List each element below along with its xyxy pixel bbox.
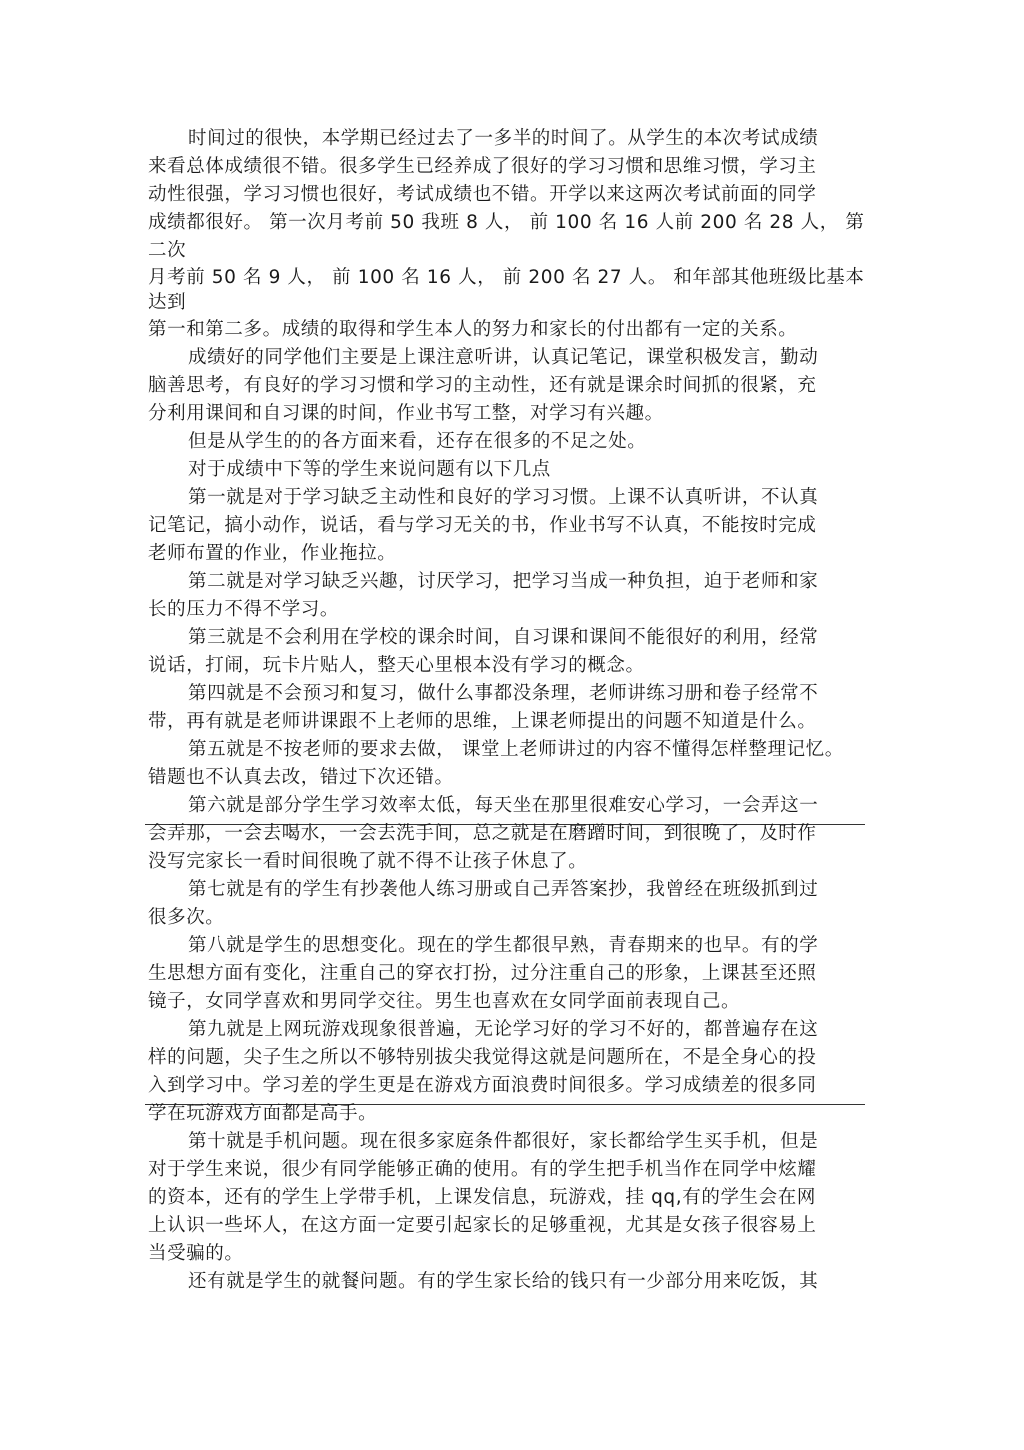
text-line: 脑善思考，有良好的学习习惯和学习的主动性，还有就是课余时间抓的很紧，充 <box>148 375 817 396</box>
text-line: 分利用课间和自习课的时间，作业书写工整，对学习有兴趣。 <box>148 403 664 424</box>
text-line: 错题也不认真去改，错过下次还错。 <box>148 767 454 788</box>
text-line: 第六就是部分学生学习效率太低，每天坐在那里很难安心学习，一会弄这一 <box>188 795 819 816</box>
text-line: 来看总体成绩很不错。很多学生已经养成了很好的学习习惯和思维习惯，学习主 <box>148 156 817 177</box>
text-line: 第一就是对于学习缺乏主动性和良好的学习习惯。上课不认真听讲，不认真 <box>188 487 819 508</box>
text-line: 第二就是对学习缺乏兴趣，讨厌学习，把学习当成一种负担，迫于老师和家 <box>188 571 819 592</box>
text-line: 生思想方面有变化，注重自己的穿衣打扮，过分注重自己的形象，上课甚至还照 <box>148 963 817 984</box>
text-line: 老师布置的作业，作业拖拉。 <box>148 543 397 564</box>
text-line: 会弄那，一会去喝水，一会去洗手间，总之就是在磨蹭时间，到很晚了，及时作 <box>148 823 817 844</box>
text-line: 成绩好的同学他们主要是上课注意听讲，认真记笔记，课堂积极发言，勤动 <box>188 347 819 368</box>
text-line: 入到学习中。学习差的学生更是在游戏方面浪费时间很多。学习成绩差的很多同 <box>148 1075 817 1096</box>
text-line: 很多次。 <box>148 907 225 928</box>
text-line: 样的问题，尖子生之所以不够特别拔尖我觉得这就是问题所在，不是全身心的投 <box>148 1047 817 1068</box>
text-line: 学在玩游戏方面都是高手。 <box>148 1103 378 1124</box>
text-line: 还有就是学生的就餐问题。有的学生家长给的钱只有一少部分用来吃饭，其 <box>188 1271 819 1292</box>
text-line: 第八就是学生的思想变化。现在的学生都很早熟，青春期来的也早。有的学 <box>188 935 819 956</box>
text-line: 对于成绩中下等的学生来说问题有以下几点 <box>188 459 551 480</box>
text-line: 记笔记，搞小动作，说话，看与学习无关的书，作业书写不认真，不能按时完成 <box>148 515 817 536</box>
text-line: 第十就是手机问题。现在很多家庭条件都很好，家长都给学生买手机，但是 <box>188 1131 819 1152</box>
text-line: 月考前 50 名 9 人， 前 100 名 16 人， 前 200 名 27 人。 和年部其他班级比基本 <box>148 267 865 288</box>
text-line: 第三就是不会利用在学校的课余时间，自习课和课间不能很好的利用，经常 <box>188 627 819 648</box>
text-line: 的资本，还有的学生上学带手机，上课发信息，玩游戏，挂 qq,有的学生会在网 <box>148 1187 816 1208</box>
text-line: 没写完家长一看时间很晚了就不得不让孩子休息了。 <box>148 851 588 872</box>
text-line: 镜子，女同学喜欢和男同学交往。男生也喜欢在女同学面前表现自己。 <box>148 991 741 1012</box>
text-line: 带，再有就是老师讲课跟不上老师的思维，上课老师提出的问题不知道是什么。 <box>148 711 817 732</box>
text-line: 第一和第二多。成绩的取得和学生本人的努力和家长的付出都有一定的关系。 <box>148 319 798 340</box>
text-line: 对于学生来说，很少有同学能够正确的使用。有的学生把手机当作在同学中炫耀 <box>148 1159 817 1180</box>
text-line: 成绩都很好。 第一次月考前 50 我班 8 人， 前 100 名 16 人前 200 名 28 人， 第 <box>148 212 865 233</box>
text-line: 第四就是不会预习和复习，做什么事都没条理，老师讲练习册和卷子经常不 <box>188 683 819 704</box>
text-line: 上认识一些坏人，在这方面一定要引起家长的足够重视，尤其是女孩子很容易上 <box>148 1215 817 1236</box>
text-line: 时间过的很快，本学期已经过去了一多半的时间了。从学生的本次考试成绩 <box>188 128 819 149</box>
text-line: 长的压力不得不学习。 <box>148 599 340 620</box>
text-line: 二次 <box>148 240 187 261</box>
text-line: 说话，打闹，玩卡片贴人，整天心里根本没有学习的概念。 <box>148 655 645 676</box>
text-line: 当受骗的。 <box>148 1243 244 1264</box>
text-line: 但是从学生的的各方面来看，还存在很多的不足之处。 <box>188 431 647 452</box>
text-line: 第五就是不按老师的要求去做， 课堂上老师讲过的内容不懂得怎样整理记忆。 <box>188 739 844 760</box>
text-line: 动性很强，学习习惯也很好，考试成绩也不错。开学以来这两次考试前面的同学 <box>148 184 817 205</box>
text-line: 第九就是上网玩游戏现象很普遍，无论学习好的学习不好的，都普遍存在这 <box>188 1019 819 1040</box>
text-line: 达到 <box>148 292 187 313</box>
text-line: 第七就是有的学生有抄袭他人练习册或自己弄答案抄，我曾经在班级抓到过 <box>188 879 819 900</box>
